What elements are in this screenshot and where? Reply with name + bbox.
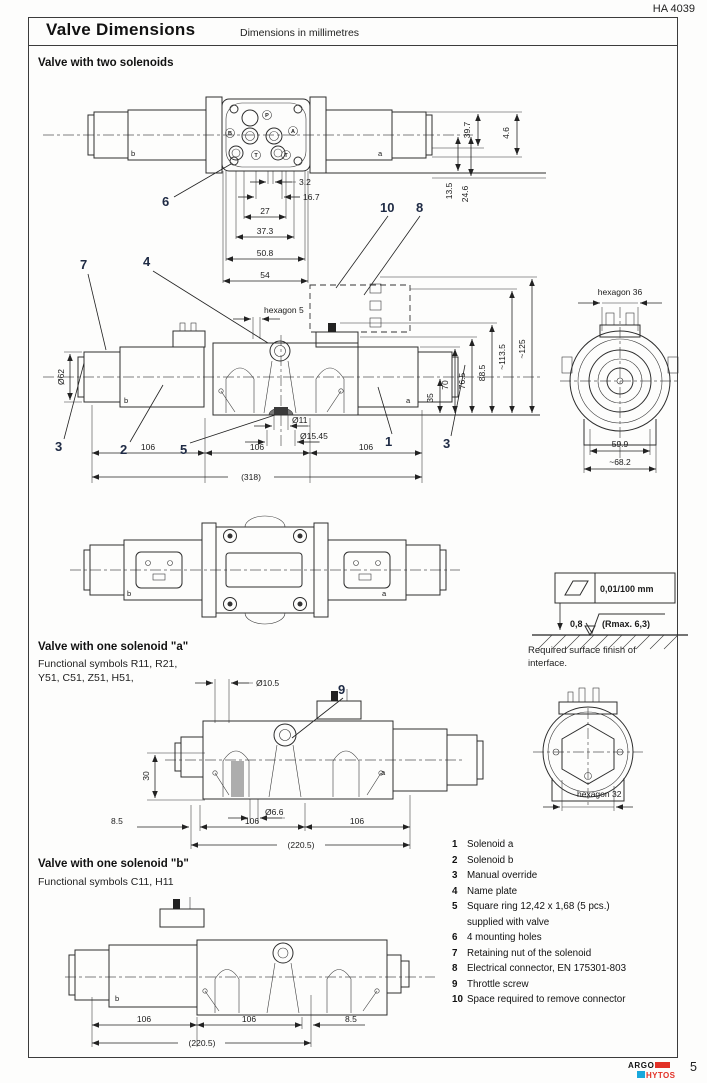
legend-item-5: 5 Square ring 12,42 x 1,68 (5 pcs.) <box>452 901 610 912</box>
dim-dia62: Ø62 <box>56 368 66 386</box>
one-solenoid-a-drawing <box>95 665 470 860</box>
legend-item-1: 1 Solenoid a <box>452 839 514 850</box>
functional-symbols-a-line2: Y51, C51, Z51, H51, <box>38 672 134 684</box>
page-title: Valve Dimensions <box>46 20 196 39</box>
front-label-b: b <box>124 396 129 405</box>
dim-54: 54 <box>260 270 270 280</box>
callout-6: 6 <box>162 194 170 209</box>
bottom-view <box>43 97 473 173</box>
port-t1: T <box>254 153 258 160</box>
dim-dia15-45: Ø15.45 <box>300 431 328 441</box>
dim-50-8: 50.8 <box>256 248 274 258</box>
port-a: A <box>291 129 295 136</box>
port-t2: T <box>284 153 288 160</box>
logo-red-block <box>655 1062 670 1068</box>
legend-item-4: 4 Name plate <box>452 885 518 897</box>
logo-hytos-text: HYTOS <box>646 1071 676 1080</box>
units-note: Dimensions in millimetres <box>240 27 360 39</box>
end-view-hex32 <box>495 680 660 815</box>
dim-8-5-a: 8.5 <box>111 816 123 826</box>
callout-10: 10 <box>380 200 395 215</box>
logo-cyan-block <box>637 1071 645 1078</box>
dim-106-3: 106 <box>358 442 374 452</box>
rmax-value: (Rmax. 6,3) <box>602 619 651 629</box>
dim-13-5: 13.5 <box>444 182 454 200</box>
callout-8: 8 <box>416 200 424 215</box>
label-a-single: a <box>381 768 386 777</box>
callout-2: 2 <box>120 442 128 457</box>
callout-4: 4 <box>143 254 151 269</box>
functional-symbols-b: Functional symbols C11, H11 <box>38 876 174 888</box>
dim-106-b1: 106 <box>136 1014 152 1024</box>
port-b: B <box>228 131 232 138</box>
dim-dia11: Ø11 <box>292 415 308 425</box>
dim-220-5-a: (220.5) <box>287 840 315 850</box>
dim-hexagon5: hexagon 5 <box>264 305 304 315</box>
dim-106-a1: 106 <box>244 816 260 826</box>
callout-5: 5 <box>180 442 188 457</box>
header-divider <box>28 45 677 46</box>
dim-3-2: 3.2 <box>299 177 311 187</box>
section-heading-one-solenoid-b: Valve with one solenoid "b" <box>38 858 189 870</box>
dim-24-6: 24.6 <box>460 185 470 203</box>
flatness-icon <box>565 581 588 595</box>
callout-3-left: 3 <box>55 439 63 454</box>
dim-106-a2: 106 <box>349 816 365 826</box>
legend-item-7: 7 Retaining nut of the solenoid <box>452 947 592 959</box>
callout-7: 7 <box>80 257 88 272</box>
legend-item-2: 2 Solenoid b <box>452 854 514 866</box>
dim-106-b2: 106 <box>241 1014 257 1024</box>
dim-68-2: ~68.2 <box>609 457 631 467</box>
argo-hytos-logo <box>628 1060 690 1079</box>
plan-label-a: a <box>382 589 387 598</box>
dim-dia6-6: Ø6.6 <box>265 807 284 817</box>
callout-3-right: 3 <box>443 436 451 451</box>
dim-30: 30 <box>141 771 151 781</box>
label-b: b <box>131 149 136 158</box>
flatness-value: 0,01/100 mm <box>600 584 654 594</box>
callout-1: 1 <box>385 434 393 449</box>
dim-88-5: 88.5 <box>477 364 487 382</box>
dim-27: 27 <box>260 206 270 216</box>
callouts-top <box>162 164 423 295</box>
dim-4-6: 4.6 <box>501 127 511 139</box>
surface-finish-caption: Required surface finish of interface. <box>528 645 636 669</box>
two-solenoids-drawing <box>28 85 678 505</box>
dim-59-9: 59.9 <box>611 439 629 449</box>
dim-70: 70 <box>440 380 450 390</box>
legend-item-6: 6 4 mounting holes <box>452 932 542 943</box>
dim-106-2: 106 <box>249 442 265 452</box>
bottom-view-dims <box>223 112 546 283</box>
legend-item-3: 3 Manual override <box>452 870 538 881</box>
legend-list <box>452 837 684 1008</box>
port-p: P <box>265 113 269 120</box>
section-heading-one-solenoid-a: Valve with one solenoid "a" <box>38 641 189 653</box>
dim-35: 35 <box>425 393 435 403</box>
functional-symbols-a-line1: Functional symbols R11, R21, <box>38 658 178 670</box>
plan-label-b: b <box>127 589 132 598</box>
dim-125: ~125 <box>517 339 527 359</box>
legend-item-10: 10 Space required to remove connector <box>452 994 626 1005</box>
dim-39-7: 39.7 <box>462 121 472 139</box>
label-a: a <box>378 149 383 158</box>
document-code: HA 4039 <box>652 3 695 15</box>
legend-item-9: 9 Throttle screw <box>452 978 529 990</box>
callouts-front <box>55 254 465 457</box>
dim-113-5: ~113.5 <box>497 344 507 370</box>
plan-view-drawing <box>60 505 470 640</box>
dim-106-1: 106 <box>140 442 156 452</box>
front-label-a: a <box>406 396 411 405</box>
label-hexagon32: hexagon 32 <box>577 789 622 799</box>
callout-9: 9 <box>338 682 346 697</box>
dim-76-5: 76.5 <box>457 372 467 390</box>
legend-item-5-cont: supplied with valve <box>467 916 550 928</box>
front-view-dims <box>56 277 537 483</box>
legend-item-8: 8 Electrical connector, EN 175301-803 <box>452 963 627 974</box>
page-number: 5 <box>690 1060 697 1074</box>
roughness-value: 0,8 <box>570 619 583 629</box>
logo-argo-text: ARGO <box>628 1061 655 1070</box>
end-view-hex36 <box>560 287 678 473</box>
one-solenoid-b-drawing <box>55 895 460 1055</box>
label-hexagon36: hexagon 36 <box>597 287 643 297</box>
dim-220-5-b: (220.5) <box>188 1038 216 1048</box>
dim-8-5-b: 8.5 <box>345 1014 357 1024</box>
dim-dia10-5: Ø10.5 <box>256 678 280 688</box>
dim-37-3: 37.3 <box>256 226 274 236</box>
section-heading-two-solenoids: Valve with two solenoids <box>38 57 174 69</box>
dim-16-7: 16.7 <box>303 192 320 202</box>
label-b-single: b <box>115 994 120 1003</box>
dim-318: (318) <box>241 472 261 482</box>
